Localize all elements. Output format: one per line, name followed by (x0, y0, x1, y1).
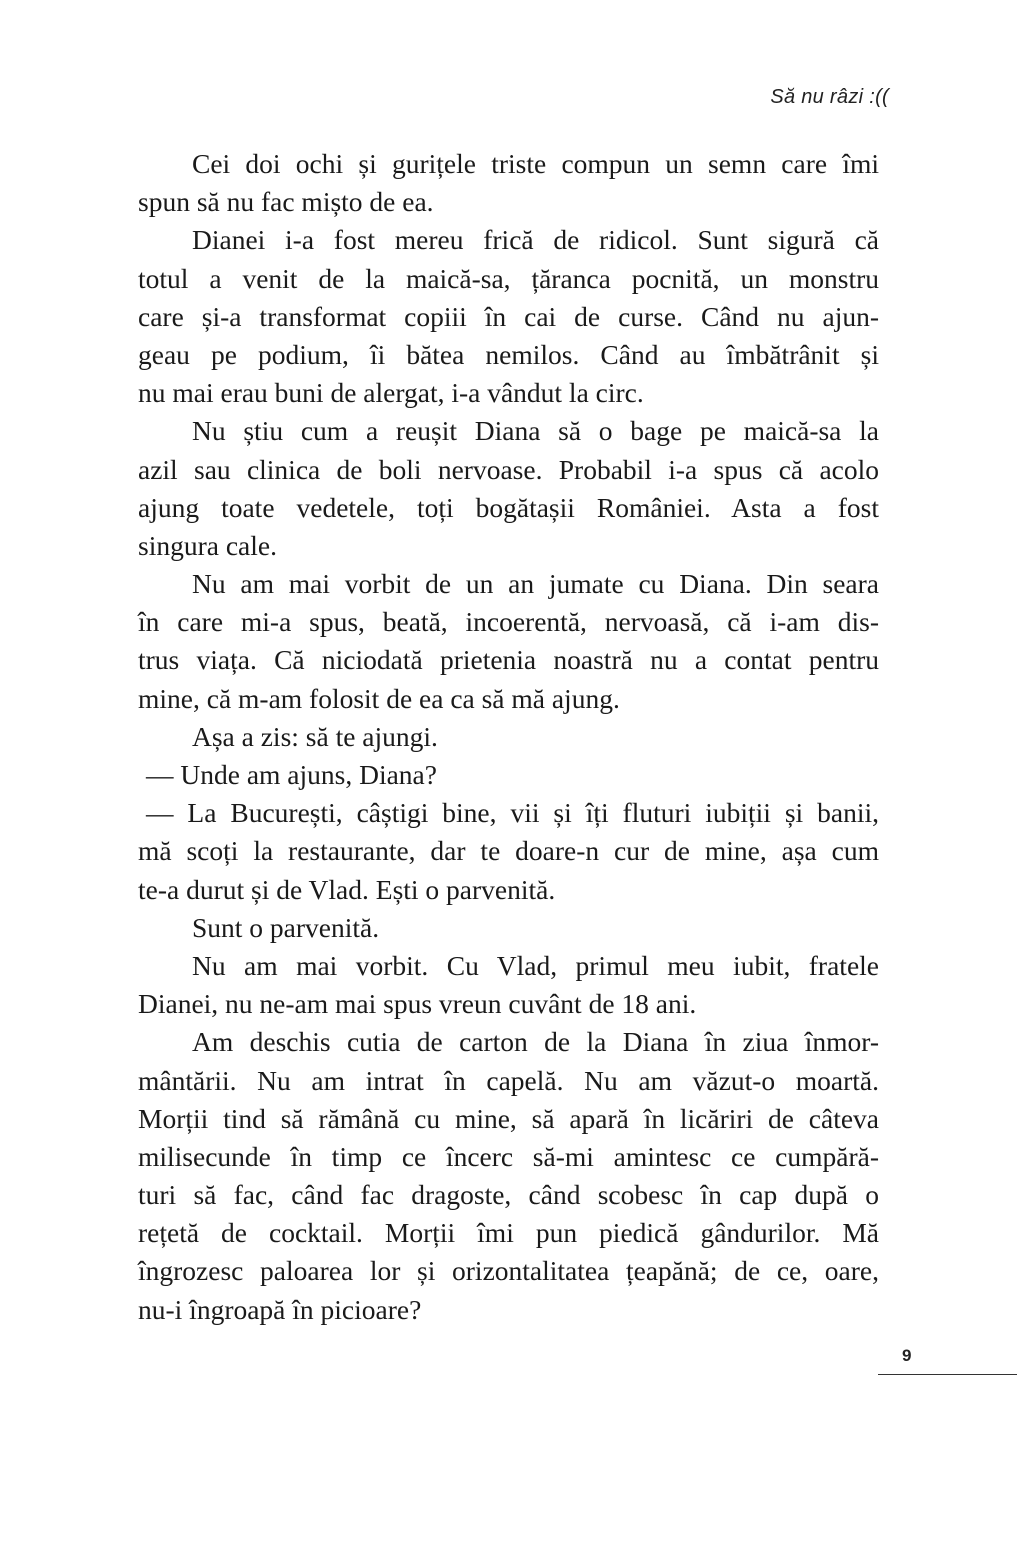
text-line: Așa a zis: să te ajungi. (192, 720, 438, 752)
text-line: îngrozesc paloarea lor și orizontalitatea țeapănă; de ce, oare, (138, 1255, 879, 1287)
text-line: rețetă de cocktail. Morții îmi pun piedică gândurilor. Mă (138, 1217, 879, 1249)
text-line: mine, că m-am folosit de ea ca să mă ajung. (138, 682, 620, 714)
body-text (138, 145, 879, 1329)
text-line: trus viața. Că niciodată prietenia noastră nu a contat pentru (138, 644, 879, 676)
text-line: nu-i îngroapă în picioare? (138, 1293, 422, 1325)
text-line: Dianei i-a fost mereu frică de ridicol. Sunt sigură că (192, 224, 879, 256)
text-line: Sunt o parvenită. (192, 911, 380, 943)
text-line: — La București, câștigi bine, vii și îți fluturi iubiții și banii, (146, 797, 879, 829)
text-line: care și-a transformat copiii în cai de curse. Când nu ajun- (138, 300, 879, 332)
text-line: — Unde am ajuns, Diana? (146, 759, 437, 790)
text-line: azil sau clinica de boli nervoase. Probabil i-a spus că acolo (138, 453, 879, 485)
text-line: geau pe podium, îi bătea nemilos. Când au îmbătrânit și (138, 338, 879, 370)
running-header-title: Să nu râzi :(( (770, 86, 889, 108)
text-line: mântării. Nu am intrat în capelă. Nu am văzut-o moartă. (138, 1064, 879, 1096)
text-line: Am deschis cutia de carton de la Diana în ziua înmor- (192, 1026, 879, 1058)
text-line: spun să nu fac mișto de ea. (138, 186, 434, 218)
text-line: totul a venit de la maică-sa, țăranca pocnită, un monstru (138, 262, 879, 294)
text-line: nu mai erau buni de alergat, i-a vândut la circ. (138, 377, 644, 409)
text-line: Nu am mai vorbit. Cu Vlad, primul meu iubit, fratele (192, 949, 879, 981)
text-line: mă scoți la restaurante, dar te doare-n cur de mine, așa cum (138, 835, 879, 867)
text-line: Morții tind să rămână cu mine, să apară în licăriri de câteva (138, 1102, 879, 1134)
text-line: singura cale. (138, 529, 277, 561)
text-line: te-a durut și de Vlad. Ești o parvenită. (138, 873, 556, 905)
text-line: Nu am mai vorbit de un an jumate cu Diana. Din seara (192, 568, 879, 600)
text-line: Nu știu cum a reușit Diana să o bage pe maică-sa la (192, 415, 879, 447)
footer-rule (878, 1374, 1017, 1375)
text-line: ajung toate vedetele, toți bogătașii României. Asta a fost (138, 491, 879, 523)
text-line: Dianei, nu ne-am mai spus vreun cuvânt de 18 ani. (138, 988, 697, 1020)
text-line: Cei doi ochi și gurițele triste compun un semn care îmi (192, 148, 879, 179)
text-line: milisecunde în timp ce încerc să-mi amintesc ce cumpără- (138, 1140, 879, 1172)
text-line: în care mi-a spus, beată, incoerentă, nervoasă, că i-am dis- (138, 606, 879, 638)
text-line: turi să fac, când fac dragoste, când scobesc în cap după o (138, 1179, 879, 1211)
page-number: 9 (902, 1346, 912, 1365)
